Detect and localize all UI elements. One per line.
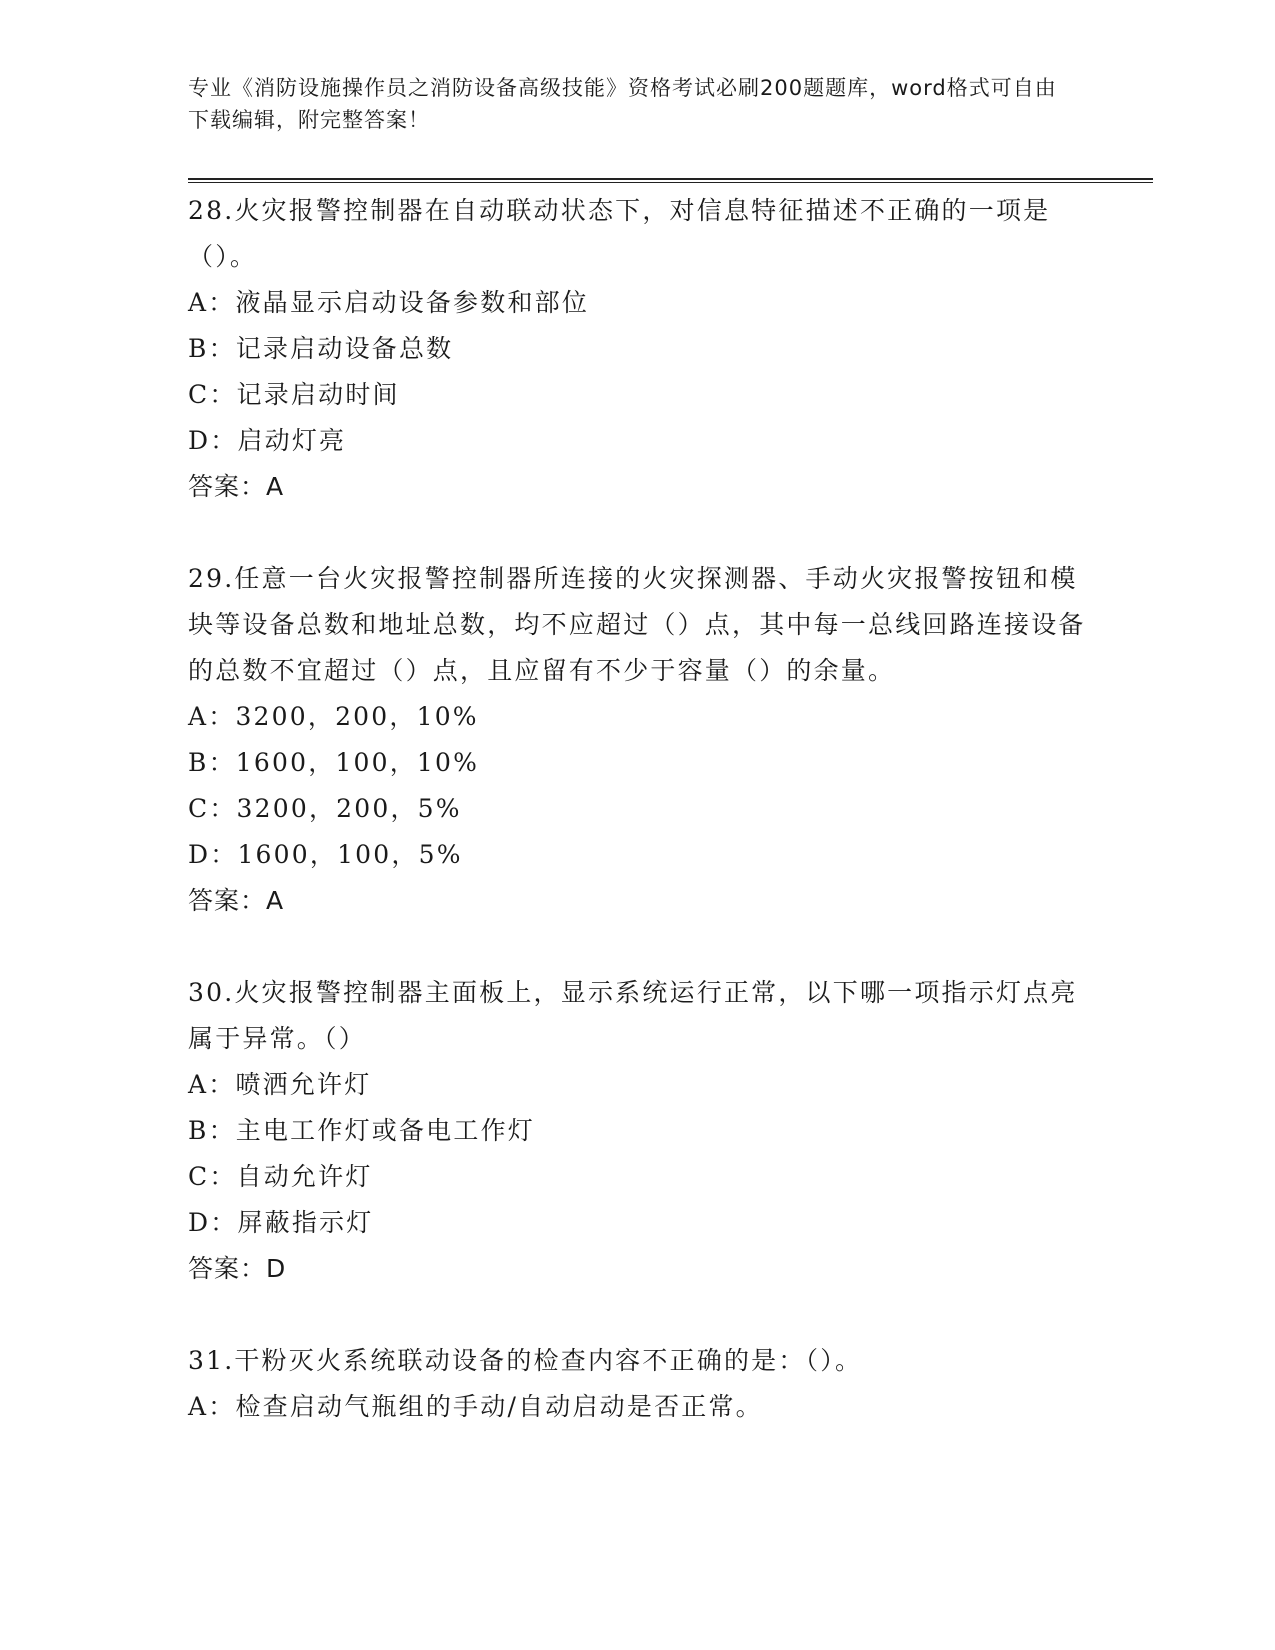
- question-stem: 29.任意一台火灾报警控制器所连接的火灾探测器、手动火灾报警按钮和模块等设备总数和地址总数，均不应超过（）点，其中每一总线回路连接设备的总数不宜超过（）点，且应留有不少于容量（）的余量。: [188, 564, 1086, 685]
- option-b: B：1600，100，10%: [188, 748, 480, 777]
- option-d: D：屏蔽指示灯: [188, 1208, 374, 1237]
- answer-line: 答案：A: [188, 886, 285, 915]
- question-list: [188, 188, 1088, 1430]
- option-d: D：启动灯亮: [188, 426, 347, 455]
- header-divider: [188, 178, 1153, 183]
- option-b: B：记录启动设备总数: [188, 334, 454, 363]
- question-stem: 28.火灾报警控制器在自动联动状态下，对信息特征描述不正确的一项是（）。: [188, 196, 1051, 271]
- option-c: C：记录启动时间: [188, 380, 400, 409]
- question-stem: 30.火灾报警控制器主面板上，显示系统运行正常，以下哪一项指示灯点亮属于异常。（）: [188, 978, 1078, 1053]
- option-a: A：检查启动气瓶组的手动/自动启动是否正常。: [188, 1392, 763, 1421]
- question-31: [188, 1338, 1088, 1430]
- question-28: [188, 188, 1088, 510]
- answer-line: 答案：D: [188, 1254, 287, 1283]
- option-a: A：3200，200，10%: [188, 702, 479, 731]
- option-c: C：3200，200，5%: [188, 794, 462, 823]
- option-b: B：主电工作灯或备电工作灯: [188, 1116, 535, 1145]
- document-header: 专业《消防设施操作员之消防设备高级技能》资格考试必刷200题题库，word格式可自由下载编辑，附完整答案！: [188, 76, 1057, 132]
- option-d: D：1600，100，5%: [188, 840, 463, 869]
- question-stem: 31.干粉灭火系统联动设备的检查内容不正确的是：（）。: [188, 1346, 863, 1375]
- answer-line: 答案：A: [188, 472, 285, 501]
- option-c: C：自动允许灯: [188, 1162, 373, 1191]
- question-30: [188, 970, 1088, 1292]
- option-a: A：液晶显示启动设备参数和部位: [188, 288, 590, 317]
- question-29: [188, 556, 1088, 924]
- option-a: A：喷洒允许灯: [188, 1070, 372, 1099]
